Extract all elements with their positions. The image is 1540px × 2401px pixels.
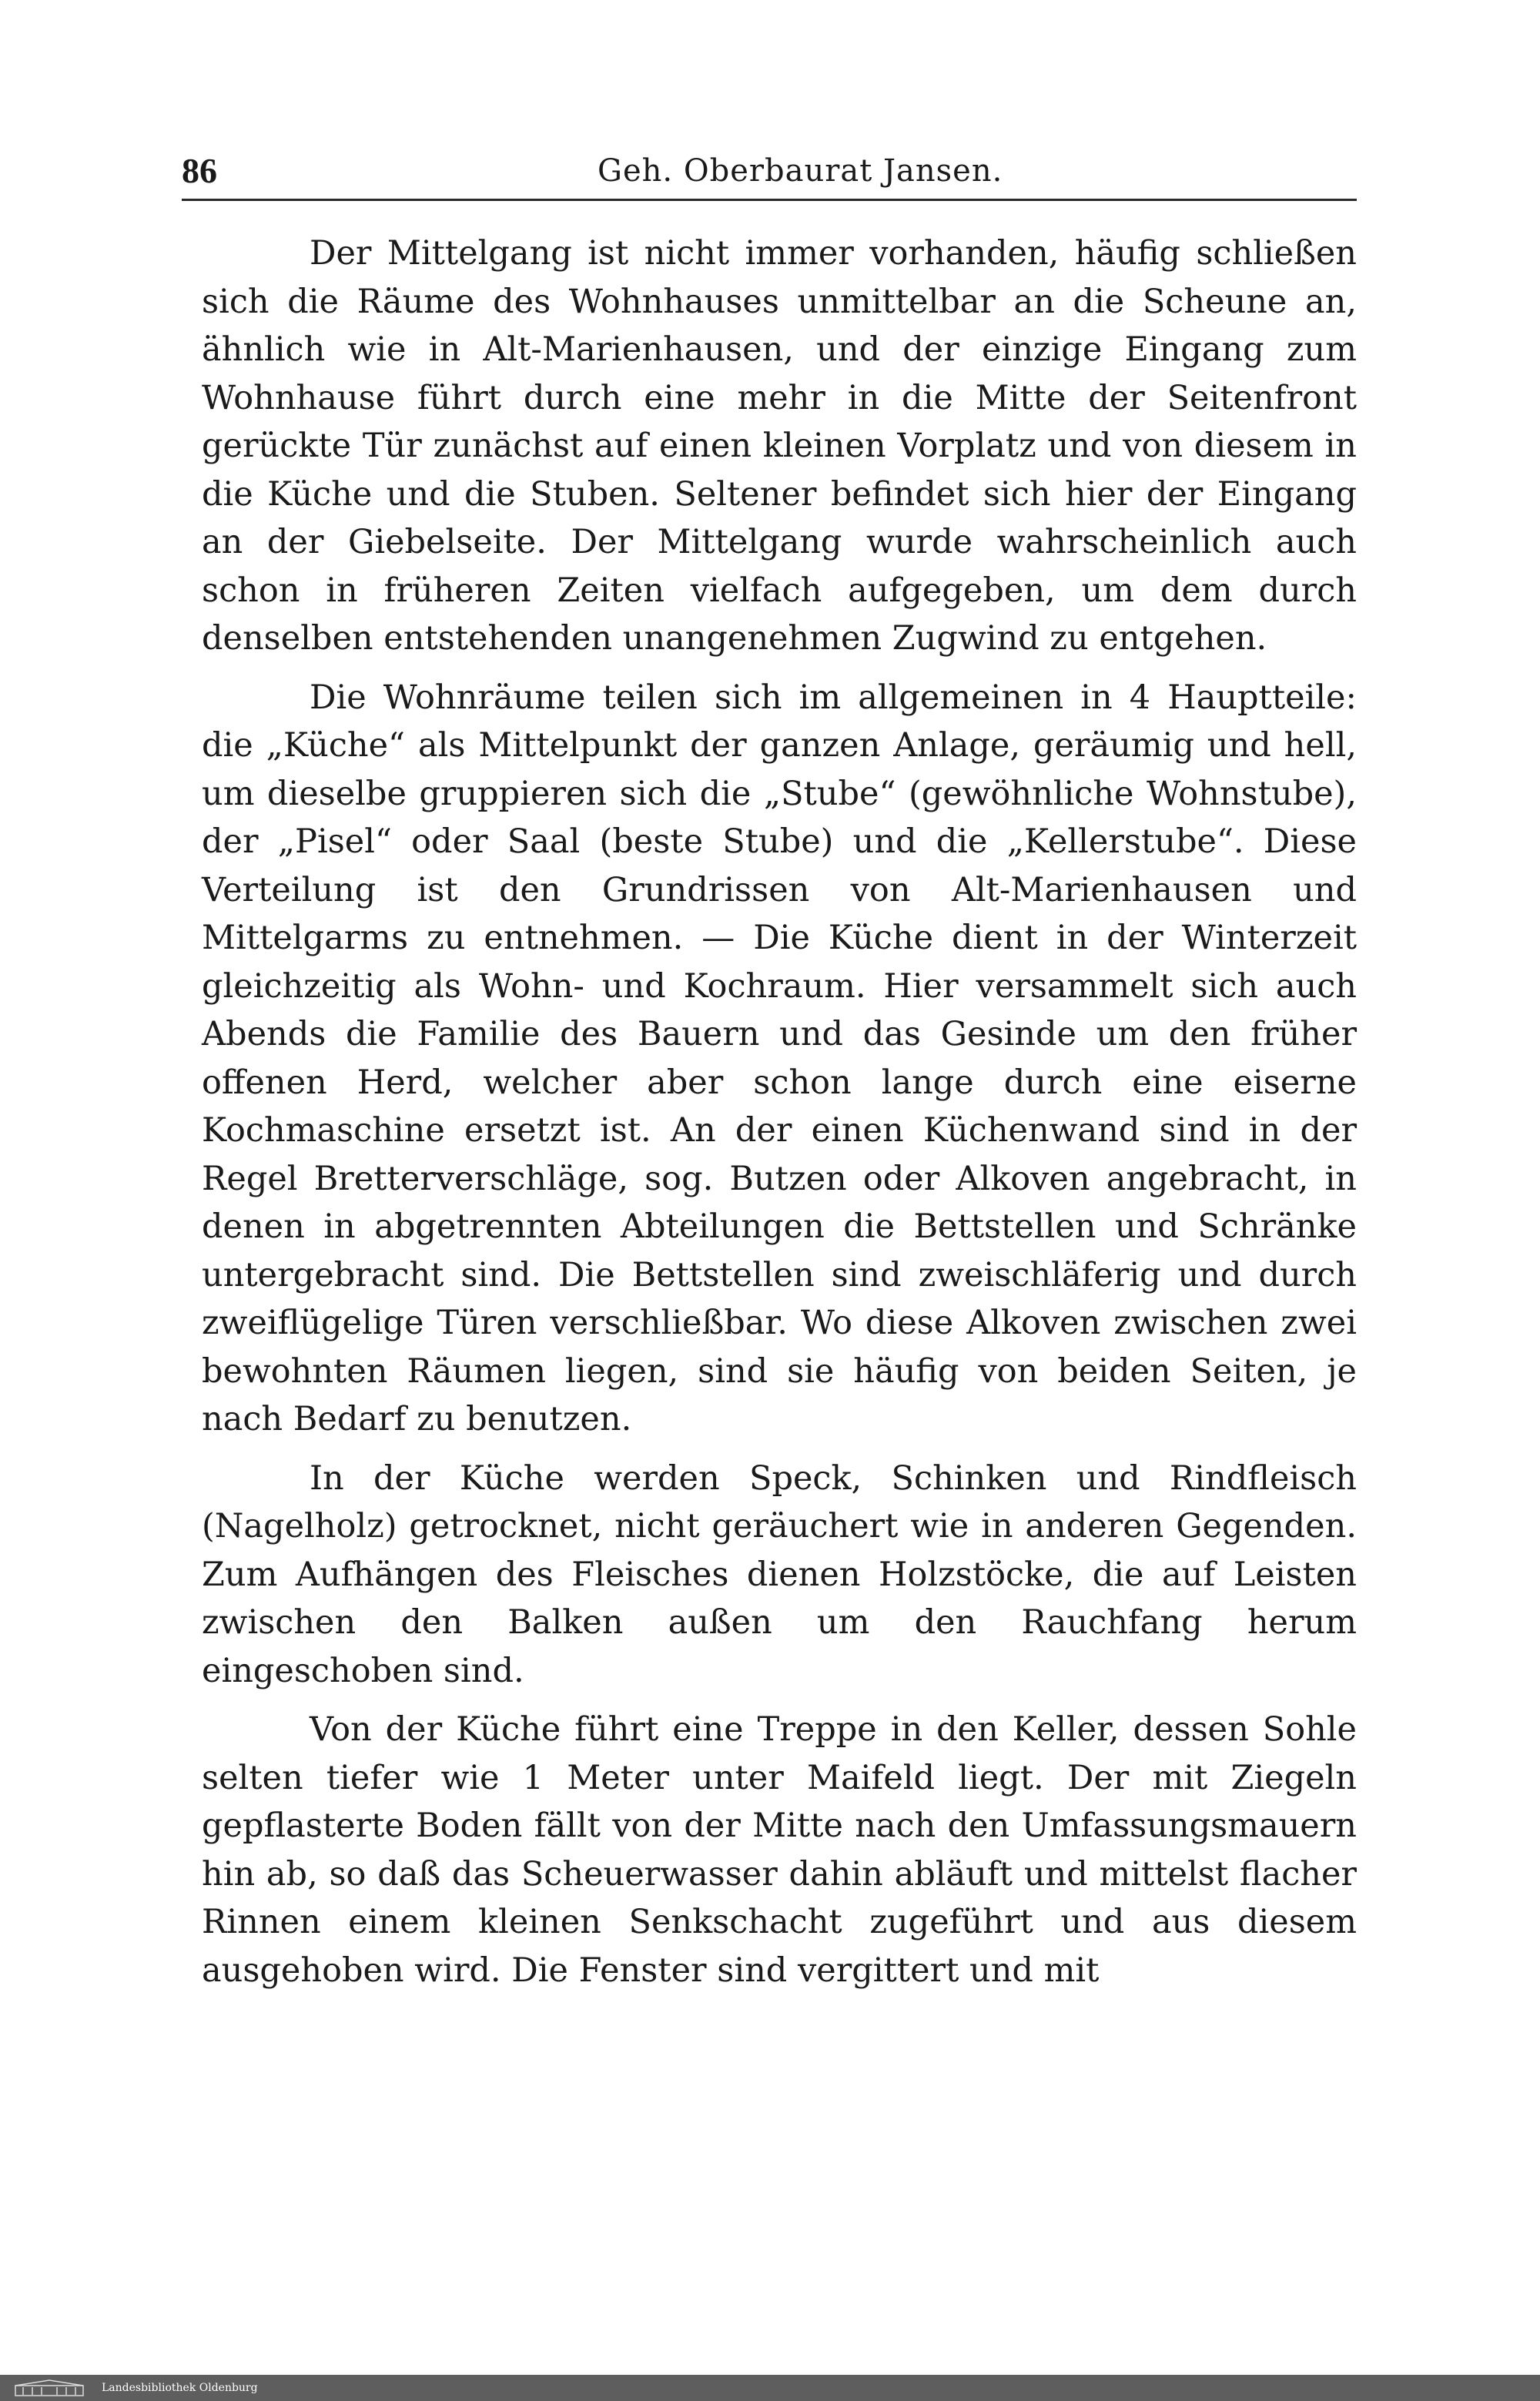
header-divider (182, 199, 1357, 201)
paragraph-keller: Von der Küche führt eine Treppe in den Keller, dessen Sohle selten tiefer wie 1 Meter unter Maifeld liegt. Der mit Ziegeln gepflasterte Boden fällt von der Mitte nach den Umfassungsmauern hin ab, so daß das Scheuerwasser dahin abläuft und mittelst flacher Rinnen einem kleinen Senkschacht zugeführt und aus diesem ausgehoben wird. Die Fenster sind vergittert und mit (202, 1710, 1357, 1990)
paragraph-mittelgang: Der Mittelgang ist nicht immer vorhanden, häufig schließen sich die Räume des Wohnhauses unmittelbar an die Scheune an, ähnlich wie in Alt-Marienhausen, und der einzige Eingang zum Wohnhause führt durch eine mehr in die Mitte der Seitenfront gerückte Tür zunächst auf einen kleinen Vorplatz und von diesem in die Küche und die Stuben. Seltener befindet sich hier der Eingang an der Giebelseite. Der Mittelgang wurde wahrscheinlich auch schon in früheren Zeiten vielfach aufgegeben, um dem durch denselben entstehenden unangenehmen Zugwind zu entgehen. (202, 234, 1357, 658)
paragraph-kueche: In der Küche werden Speck, Schinken und Rindfleisch (Nagelholz) getrocknet, nicht geräuchert wie in anderen Gegenden. Zum Aufhängen des Fleisches dienen Holzstöcke, die auf Leisten zwischen den Balken außen um den Rauchfang herum eingeschoben sind. (202, 1458, 1357, 1690)
body-text (202, 229, 1357, 2005)
library-footer (0, 2375, 1540, 2401)
paragraph-wohnraeume: Die Wohnräume teilen sich im allgemeinen in 4 Hauptteile: die „Küche“ als Mittelpunkt der ganzen Anlage, geräumig und hell, um dieselbe gruppieren sich die „Stube“ (gewöhnliche Wohnstube), der „Pisel“ oder Saal (beste Stube) und die „Kellerstube“. Diese Verteilung ist den Grundrissen von Alt-Marienhausen und Mittelgarms zu entnehmen. — Die Küche dient in der Winterzeit gleichzeitig als Wohn- und Kochraum. Hier versammelt sich auch Abends die Familie des Bauern und das Gesinde um den früher offenen Herd, welcher aber schon lange durch eine eiserne Kochmaschine ersetzt ist. An der einen Küchenwand sind in der Regel Bretterverschläge, sog. Butzen oder Alkoven angebracht, in denen in abgetrennten Abteilungen die Bettstellen und Schränke untergebracht sind. Die Bettstellen sind zweischläferig und durch zweiflügelige Türen verschließbar. Wo diese Alkoven zwischen zwei bewohnten Räumen liegen, sind sie häufig von beiden Seiten, je nach Bedarf zu benutzen. (202, 678, 1357, 1438)
library-building-icon (14, 2379, 85, 2396)
running-head (182, 148, 1357, 194)
library-label: Landesbibliothek Oldenburg (102, 2382, 258, 2394)
page-number: 86 (182, 151, 217, 190)
running-title: Geh. Oberbaurat Jansen. (598, 153, 1003, 189)
